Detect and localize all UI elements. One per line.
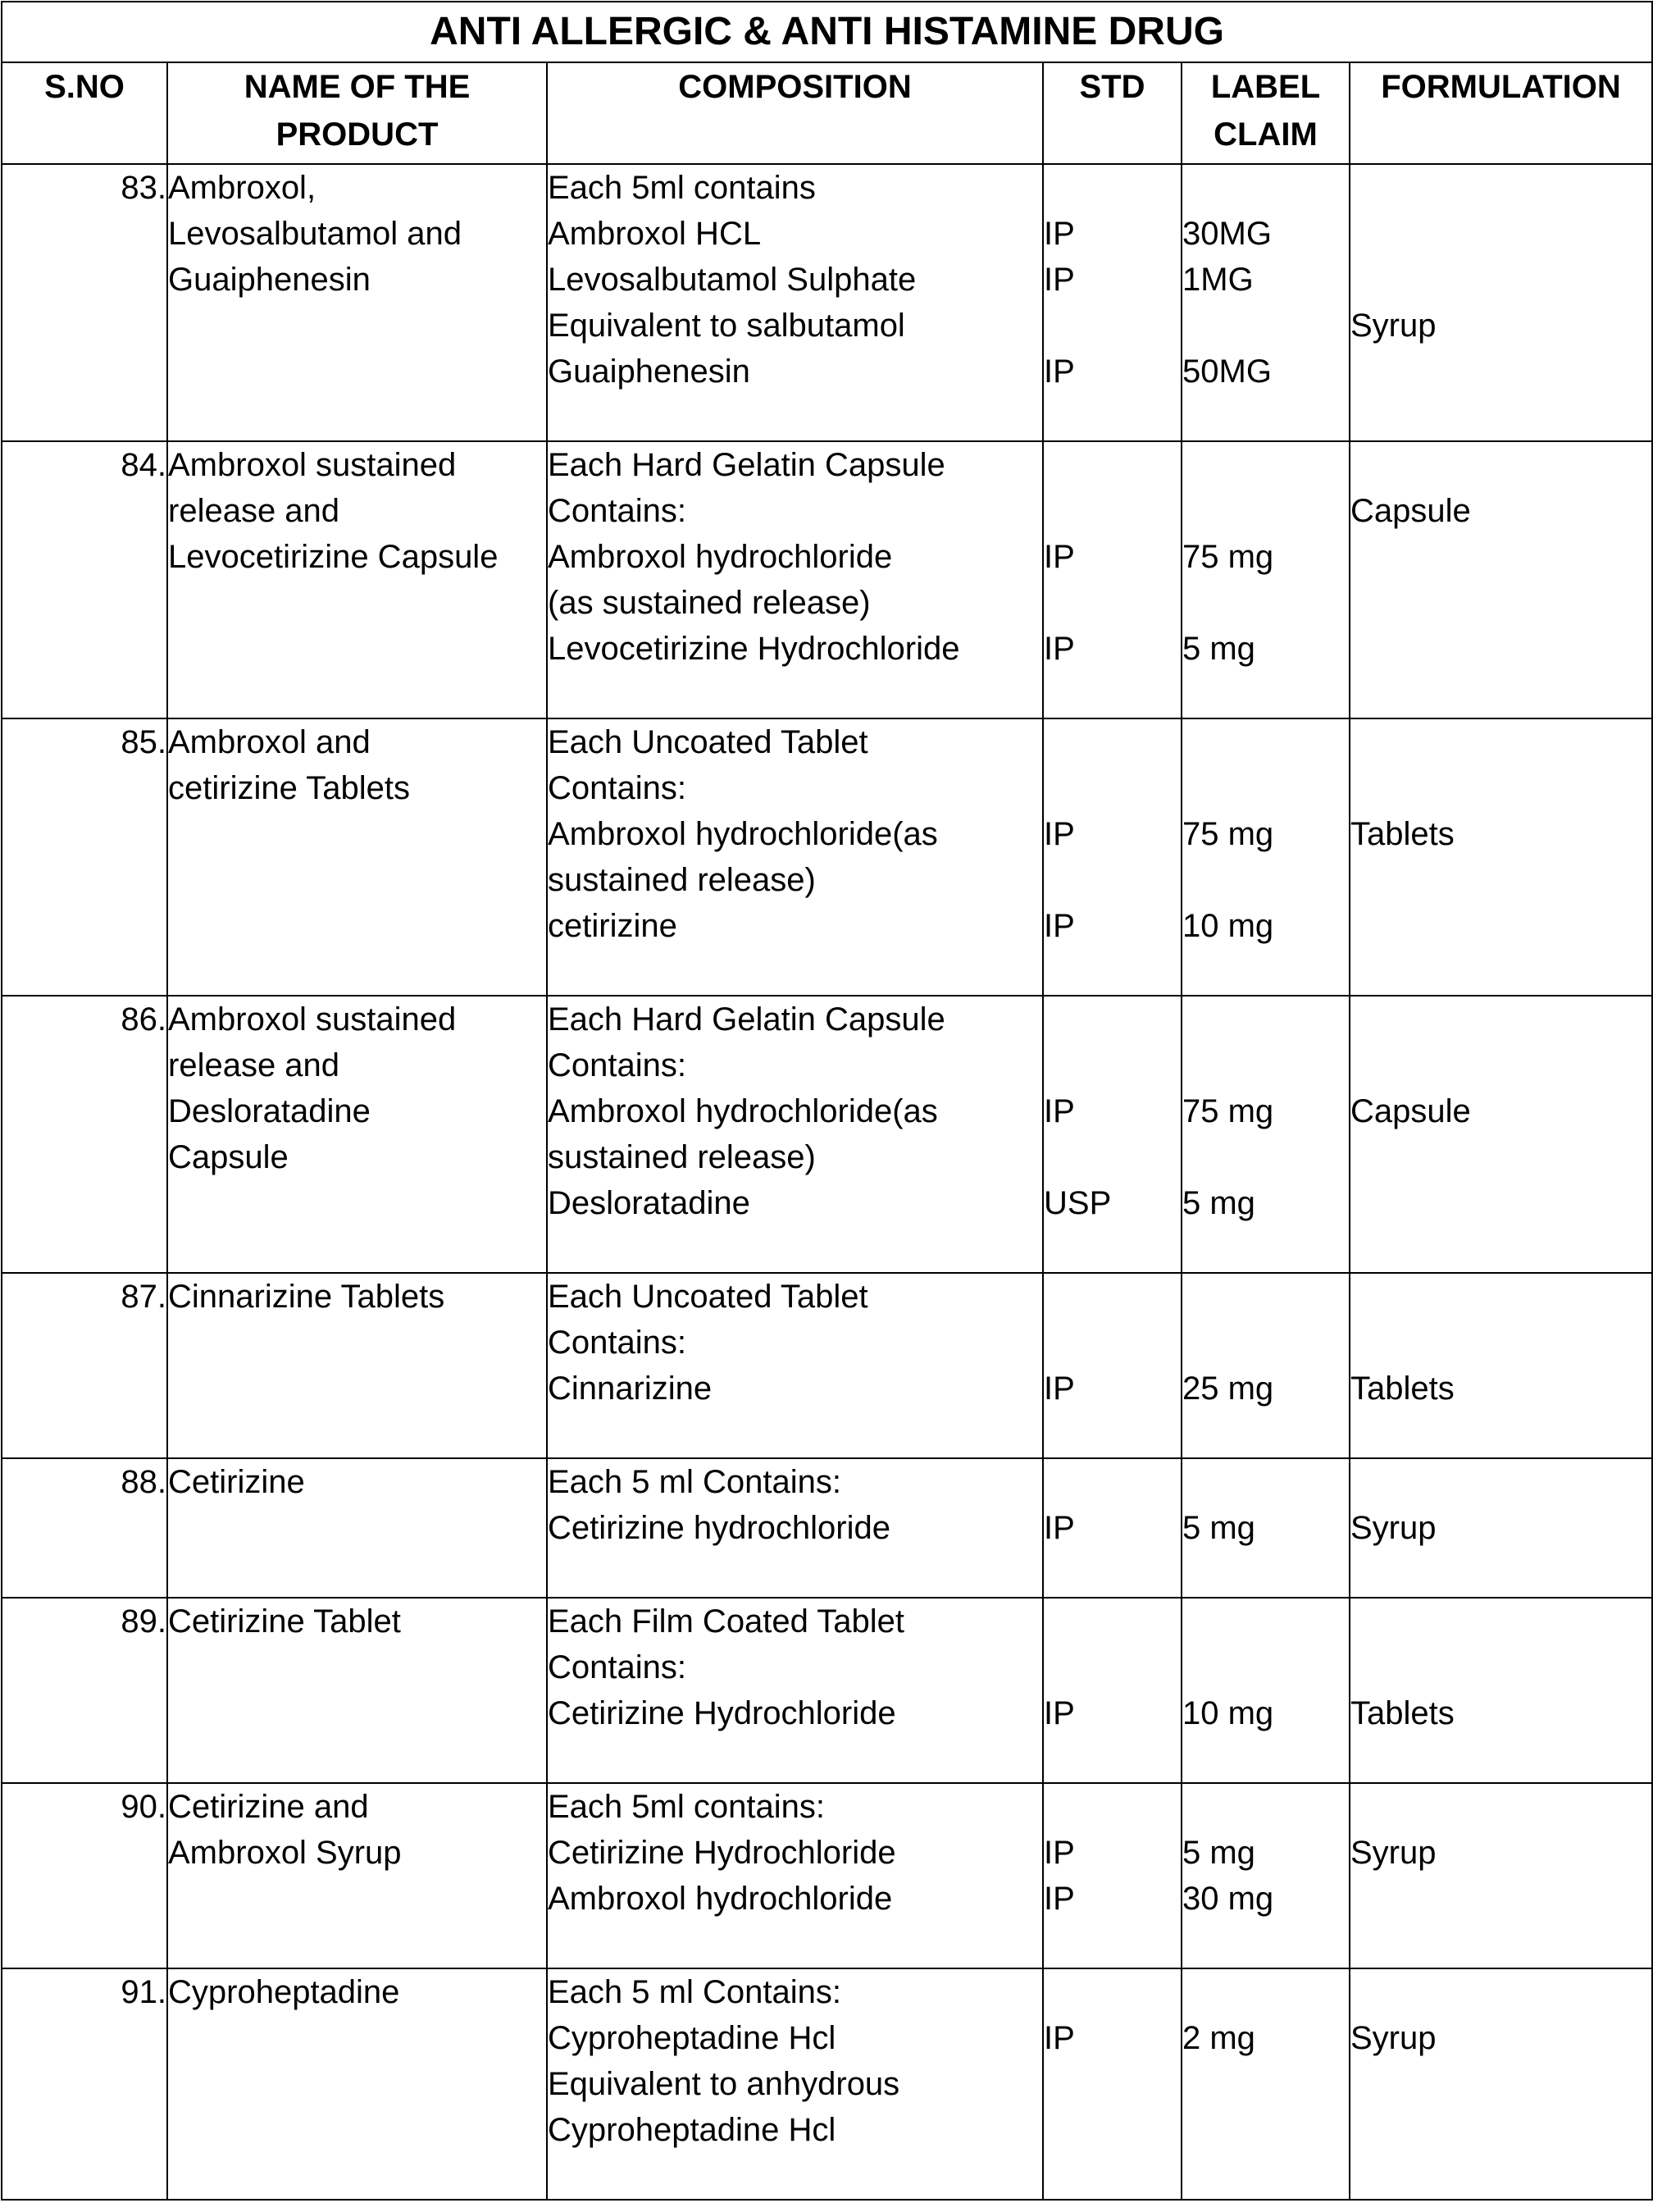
cell-formulation	[1350, 996, 1652, 1273]
table-row	[2, 1968, 1652, 2200]
std-line	[1044, 1969, 1181, 2015]
cell-product-name	[167, 1783, 547, 1968]
cell-sno: 84.	[2, 441, 167, 718]
product-name-line: release and	[168, 493, 340, 529]
product-name-line: Cyproheptadine	[168, 1974, 400, 2010]
cell-composition	[547, 1458, 1043, 1598]
std-line: IP	[1044, 539, 1075, 575]
composition-line: Each Film Coated Tablet	[548, 1603, 905, 1640]
formulation-line	[1350, 442, 1651, 488]
cell-product-name	[167, 996, 547, 1273]
cell-sno: 88.	[2, 1458, 167, 1598]
formulation-line: Tablets	[1350, 816, 1455, 852]
formulation-line	[1350, 1969, 1651, 2015]
label-claim-line: 75 mg	[1182, 1093, 1274, 1129]
label-claim-line	[1182, 1784, 1349, 1830]
label-claim-line: 5 mg	[1182, 1185, 1255, 1221]
cell-formulation	[1350, 164, 1652, 441]
std-line	[1044, 580, 1181, 626]
label-claim-line: 5 mg	[1182, 631, 1255, 667]
composition-line: cetirizine	[548, 908, 677, 944]
product-name-line: release and	[168, 1047, 340, 1083]
product-name-line: Cetirizine and	[168, 1789, 369, 1825]
label-claim-line	[1182, 580, 1349, 626]
composition-line: Equivalent to anhydrous	[548, 2066, 900, 2102]
header-label-claim-line: LABEL	[1210, 69, 1321, 105]
label-claim-line: 30 mg	[1182, 1881, 1274, 1917]
composition-line: Cetirizine Hydrochloride	[548, 1835, 896, 1871]
composition-line: Contains:	[548, 770, 686, 806]
cell-label-claim	[1182, 1968, 1350, 2200]
table-row	[2, 1598, 1652, 1783]
cell-composition	[547, 996, 1043, 1273]
cell-formulation	[1350, 1458, 1652, 1598]
label-claim-line	[1182, 1969, 1349, 2015]
composition-line: Guaiphenesin	[548, 353, 750, 390]
formulation-line	[1350, 1320, 1651, 1366]
label-claim-line	[1182, 765, 1349, 811]
std-line	[1044, 997, 1181, 1042]
cell-std	[1043, 718, 1182, 996]
header-std	[1043, 62, 1182, 164]
formulation-line	[1350, 1274, 1651, 1320]
table-row	[2, 1783, 1652, 1968]
product-name-line: Levocetirizine Capsule	[168, 539, 499, 575]
std-line	[1044, 1599, 1181, 1644]
std-line: IP	[1044, 1881, 1075, 1917]
drug-table	[1, 1, 1653, 2201]
composition-line: Contains:	[548, 1325, 686, 1361]
composition-line: Each Uncoated Tablet	[548, 1279, 868, 1315]
label-claim-line	[1182, 1320, 1349, 1366]
product-name-line: Levosalbutamol and	[168, 216, 462, 252]
header-product-name-line: NAME OF THE	[244, 69, 471, 105]
std-line: IP	[1044, 1695, 1075, 1731]
formulation-line	[1350, 1459, 1651, 1505]
cell-composition	[547, 441, 1043, 718]
std-line	[1044, 165, 1181, 211]
cell-label-claim	[1182, 1458, 1350, 1598]
formulation-line	[1350, 719, 1651, 765]
product-name-line: Ambroxol Syrup	[168, 1835, 402, 1871]
header-product-name-line: PRODUCT	[276, 116, 439, 153]
product-name-line: Ambroxol sustained	[168, 1001, 457, 1038]
product-name-line: Cinnarizine Tablets	[168, 1279, 445, 1315]
cell-sno: 85.	[2, 718, 167, 996]
label-claim-line: 5 mg	[1182, 1835, 1255, 1871]
composition-line: Cetirizine Hydrochloride	[548, 1695, 896, 1731]
cell-formulation	[1350, 1273, 1652, 1458]
cell-product-name	[167, 164, 547, 441]
std-line	[1044, 1459, 1181, 1505]
label-claim-line	[1182, 1644, 1349, 1690]
std-line	[1044, 1042, 1181, 1088]
cell-std	[1043, 164, 1182, 441]
cell-product-name	[167, 441, 547, 718]
composition-line: Equivalent to salbutamol	[548, 308, 905, 344]
label-claim-line: 10 mg	[1182, 1695, 1274, 1731]
header-composition-line: COMPOSITION	[678, 69, 912, 105]
table-body	[2, 164, 1652, 2200]
cell-product-name	[167, 718, 547, 996]
formulation-line: Tablets	[1350, 1371, 1455, 1407]
header-label-claim	[1182, 62, 1350, 164]
label-claim-line	[1182, 1042, 1349, 1088]
composition-line: Levosalbutamol Sulphate	[548, 262, 917, 298]
formulation-line: Syrup	[1350, 1835, 1437, 1871]
composition-line: Ambroxol hydrochloride(as	[548, 816, 938, 852]
composition-line: Each 5ml contains	[548, 170, 816, 206]
std-line	[1044, 1274, 1181, 1320]
cell-composition	[547, 1968, 1043, 2200]
std-line: IP	[1044, 1835, 1075, 1871]
cell-formulation	[1350, 1783, 1652, 1968]
table-row	[2, 1273, 1652, 1458]
std-line: USP	[1044, 1185, 1112, 1221]
composition-line: Each Uncoated Tablet	[548, 724, 868, 760]
std-line: IP	[1044, 2020, 1075, 2056]
table-row	[2, 1458, 1652, 1598]
cell-product-name	[167, 1458, 547, 1598]
product-name-line: Cetirizine Tablet	[168, 1603, 401, 1640]
product-name-line: Desloratadine	[168, 1093, 371, 1129]
cell-std	[1043, 996, 1182, 1273]
cell-composition	[547, 1598, 1043, 1783]
std-line: IP	[1044, 353, 1075, 390]
composition-line: Desloratadine	[548, 1185, 750, 1221]
label-claim-line: 30MG	[1182, 216, 1272, 252]
cell-std	[1043, 1598, 1182, 1783]
std-line: IP	[1044, 1510, 1075, 1546]
formulation-line	[1350, 1784, 1651, 1830]
header-composition	[547, 62, 1043, 164]
composition-line: sustained release)	[548, 1139, 816, 1175]
cell-sno: 83.	[2, 164, 167, 441]
product-name-line: Ambroxol and	[168, 724, 371, 760]
std-line	[1044, 488, 1181, 534]
composition-line: Cetirizine hydrochloride	[548, 1510, 890, 1546]
cell-label-claim	[1182, 164, 1350, 441]
formulation-line: Capsule	[1350, 493, 1471, 529]
header-product-name	[167, 62, 547, 164]
formulation-line: Syrup	[1350, 1510, 1437, 1546]
label-claim-line	[1182, 997, 1349, 1042]
product-name-line: Ambroxol,	[168, 170, 316, 206]
label-claim-line: 50MG	[1182, 353, 1272, 390]
label-claim-line	[1182, 1274, 1349, 1320]
cell-product-name	[167, 1968, 547, 2200]
product-name-line: Ambroxol sustained	[168, 447, 457, 483]
header-formulation-line: FORMULATION	[1381, 69, 1621, 105]
std-line	[1044, 442, 1181, 488]
cell-composition	[547, 164, 1043, 441]
cell-label-claim	[1182, 441, 1350, 718]
std-line	[1044, 765, 1181, 811]
label-claim-line: 75 mg	[1182, 816, 1274, 852]
label-claim-line: 25 mg	[1182, 1371, 1274, 1407]
composition-line: Cyproheptadine Hcl	[548, 2112, 836, 2148]
composition-line: Each Hard Gelatin Capsule	[548, 1001, 945, 1038]
composition-line: Cinnarizine	[548, 1371, 713, 1407]
table-title: ANTI ALLERGIC & ANTI HISTAMINE DRUG	[2, 2, 1652, 62]
formulation-line: Tablets	[1350, 1695, 1455, 1731]
cell-composition	[547, 718, 1043, 996]
cell-label-claim	[1182, 1598, 1350, 1783]
formulation-line	[1350, 1644, 1651, 1690]
std-line	[1044, 1784, 1181, 1830]
composition-line: (as sustained release)	[548, 585, 871, 621]
label-claim-line	[1182, 1134, 1349, 1180]
header-std-line: STD	[1079, 69, 1145, 105]
product-name-line: cetirizine Tablets	[168, 770, 410, 806]
composition-line: Ambroxol HCL	[548, 216, 762, 252]
std-line: IP	[1044, 631, 1075, 667]
cell-std	[1043, 1968, 1182, 2200]
cell-sno: 86.	[2, 996, 167, 1273]
label-claim-line	[1182, 1599, 1349, 1644]
label-claim-line	[1182, 442, 1349, 488]
formulation-line	[1350, 997, 1651, 1042]
title-row	[2, 2, 1652, 62]
header-sno-line: S.NO	[44, 69, 125, 105]
composition-line: Contains:	[548, 1047, 686, 1083]
cell-formulation	[1350, 441, 1652, 718]
std-line	[1044, 857, 1181, 903]
formulation-line	[1350, 765, 1651, 811]
std-line	[1044, 1134, 1181, 1180]
label-claim-line: 75 mg	[1182, 539, 1274, 575]
composition-line: sustained release)	[548, 862, 816, 898]
std-line: IP	[1044, 908, 1075, 944]
table-row	[2, 996, 1652, 1273]
cell-std	[1043, 1273, 1182, 1458]
std-line	[1044, 1320, 1181, 1366]
header-sno	[2, 62, 167, 164]
std-line: IP	[1044, 1093, 1075, 1129]
label-claim-line	[1182, 165, 1349, 211]
table-row	[2, 164, 1652, 441]
formulation-line	[1350, 257, 1651, 303]
label-claim-line	[1182, 488, 1349, 534]
table-row	[2, 441, 1652, 718]
std-line	[1044, 1644, 1181, 1690]
composition-line: Ambroxol hydrochloride(as	[548, 1093, 938, 1129]
composition-line: Levocetirizine Hydrochloride	[548, 631, 960, 667]
composition-line: Each 5ml contains:	[548, 1789, 825, 1825]
std-line: IP	[1044, 262, 1075, 298]
cell-composition	[547, 1783, 1043, 1968]
formulation-line	[1350, 1042, 1651, 1088]
label-claim-line	[1182, 303, 1349, 349]
std-line: IP	[1044, 1371, 1075, 1407]
cell-label-claim	[1182, 1273, 1350, 1458]
cell-label-claim	[1182, 718, 1350, 996]
cell-std	[1043, 1783, 1182, 1968]
cell-sno: 91.	[2, 1968, 167, 2200]
formulation-line: Syrup	[1350, 308, 1437, 344]
composition-line: Each 5 ml Contains:	[548, 1464, 841, 1500]
cell-formulation	[1350, 1598, 1652, 1783]
table-row	[2, 718, 1652, 996]
label-claim-line: 1MG	[1182, 262, 1254, 298]
formulation-line: Syrup	[1350, 2020, 1437, 2056]
cell-sno: 90.	[2, 1783, 167, 1968]
std-line: IP	[1044, 216, 1075, 252]
product-name-line: Guaiphenesin	[168, 262, 371, 298]
label-claim-line	[1182, 719, 1349, 765]
header-label-claim-line: CLAIM	[1214, 116, 1318, 153]
cell-std	[1043, 1458, 1182, 1598]
cell-sno: 87.	[2, 1273, 167, 1458]
composition-line: Each 5 ml Contains:	[548, 1974, 841, 2010]
formulation-line	[1350, 1599, 1651, 1644]
label-claim-line	[1182, 1459, 1349, 1505]
label-claim-line	[1182, 857, 1349, 903]
cell-label-claim	[1182, 1783, 1350, 1968]
formulation-line: Capsule	[1350, 1093, 1471, 1129]
composition-line: Contains:	[548, 1649, 686, 1685]
cell-formulation	[1350, 718, 1652, 996]
header-formulation	[1350, 62, 1652, 164]
std-line: IP	[1044, 816, 1075, 852]
formulation-line	[1350, 165, 1651, 211]
composition-line: Each Hard Gelatin Capsule	[548, 447, 945, 483]
label-claim-line: 2 mg	[1182, 2020, 1255, 2056]
cell-label-claim	[1182, 996, 1350, 1273]
composition-line: Ambroxol hydrochloride	[548, 539, 893, 575]
cell-std	[1043, 441, 1182, 718]
product-name-line: Cetirizine	[168, 1464, 305, 1500]
formulation-line	[1350, 211, 1651, 257]
cell-sno: 89.	[2, 1598, 167, 1783]
header-row	[2, 62, 1652, 164]
cell-product-name	[167, 1598, 547, 1783]
cell-composition	[547, 1273, 1043, 1458]
label-claim-line: 5 mg	[1182, 1510, 1255, 1546]
cell-formulation	[1350, 1968, 1652, 2200]
composition-line: Cyproheptadine Hcl	[548, 2020, 836, 2056]
composition-line: Contains:	[548, 493, 686, 529]
label-claim-line: 10 mg	[1182, 908, 1274, 944]
product-name-line: Capsule	[168, 1139, 289, 1175]
std-line	[1044, 719, 1181, 765]
std-line	[1044, 303, 1181, 349]
composition-line: Ambroxol hydrochloride	[548, 1881, 893, 1917]
cell-product-name	[167, 1273, 547, 1458]
